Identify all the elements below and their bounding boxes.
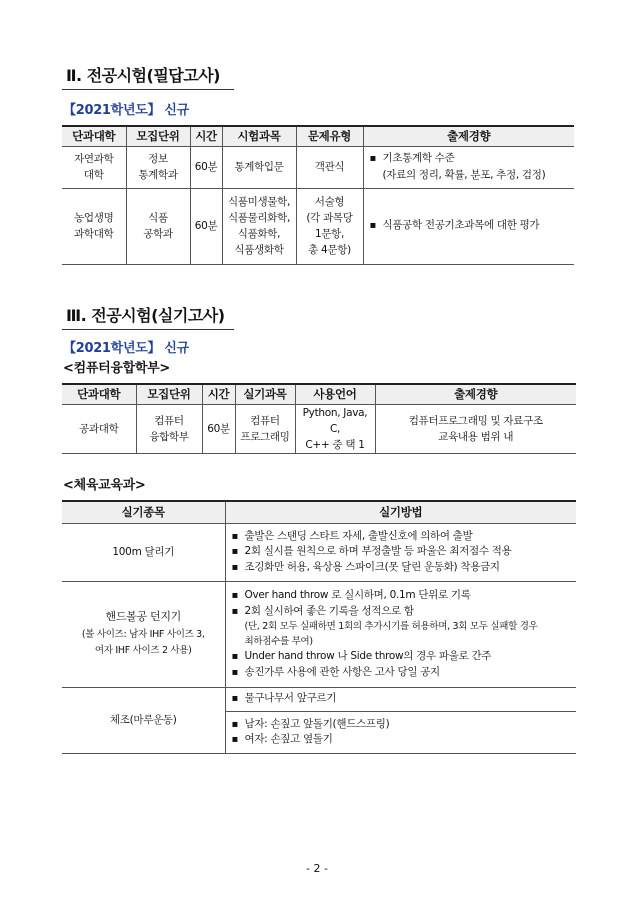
written-exam-table — [62, 125, 574, 265]
computer-header-row — [62, 384, 576, 404]
subject-cell: 컴퓨터 프로그래밍 — [235, 404, 295, 453]
list-item: ▪ 조깅화만 허용, 육상용 스파이크(못 달린 운동화) 착용금지 — [232, 560, 575, 576]
header-subject: 실기과목 — [235, 384, 295, 404]
subject-cell: 통계학입문 — [222, 146, 296, 188]
header-method: 실기방법 — [225, 501, 576, 523]
section-2-title: Ⅱ. 전공시험(필답고사) — [66, 66, 220, 85]
header-trend: 출제경향 — [375, 384, 576, 404]
table-row — [62, 188, 574, 264]
subject-cell: 식품미생물학, 식품물리화학, 식품화학, 식품생화학 — [222, 188, 296, 264]
list-item: ▪ Under hand throw 나 Side throw의 경우 파울로 간주 — [232, 649, 575, 665]
section-2-underline — [62, 89, 234, 90]
pe-header-row — [62, 501, 576, 523]
list-item: ▪ 출발은 스탠딩 스타트 자세, 출발신호에 의하여 출발 — [232, 529, 575, 545]
method-100m — [225, 523, 576, 581]
list-item: ▪ 물구나무서 앞구르기 — [232, 691, 575, 707]
list-item: ▪ 송진가루 사용에 관한 사항은 고사 당일 공지 — [232, 665, 575, 681]
section-3-year: 【2021학년도】 신규 — [63, 341, 189, 356]
unit-cell: 정보 통계학과 — [126, 146, 190, 188]
event-100m: 100m 달리기 — [62, 523, 225, 581]
handball-note: (단, 2회 모두 실패하면 1회의 추가시기를 허용하며, 3회 모두 실패할 경우 — [244, 621, 538, 632]
list-item: ▪ 2회 실시하여 좋은 기록을 성적으로 함 — [232, 604, 575, 620]
type-cell: 객관식 — [296, 146, 363, 188]
header-language: 사용언어 — [295, 384, 375, 404]
header-college: 단과대학 — [62, 384, 136, 404]
table-row — [62, 581, 576, 687]
header-college: 단과대학 — [62, 126, 126, 146]
header-trend: 출제경향 — [363, 126, 574, 146]
event-gymnastics: 체조(마루운동) — [62, 687, 225, 753]
trend-cell: ▪ 기초통계학 수준 (자료의 정리, 확률, 분포, 추정, 검정) — [363, 146, 574, 188]
language-cell: Python, Java, C, C++ 중 택 1 — [295, 404, 375, 453]
pe-subtitle: <체육교육과> — [63, 478, 146, 493]
list-item: ▪ 남자: 손짚고 앞돌기(핸드스프링) — [232, 717, 575, 733]
written-exam-header-row — [62, 126, 574, 146]
header-subject: 시험과목 — [222, 126, 296, 146]
computer-subtitle: <컴퓨터융합학부> — [63, 361, 170, 376]
method-gymnastics-2 — [225, 711, 576, 753]
page-number: - 2 - — [306, 862, 328, 875]
section-3-underline — [62, 329, 234, 330]
trend-cell: 컴퓨터프로그래밍 및 자료구조 교육내용 범위 내 — [375, 404, 576, 453]
list-item: ▪ 2회 실시를 원칙으로 하며 부정출발 등 파울은 최저점수 적용 — [232, 544, 575, 560]
table-row — [62, 523, 576, 581]
handball-note-cont: 최하점수를 부여) — [244, 636, 313, 647]
table-row — [62, 687, 576, 711]
trend-cell: ▪ 식품공학 전공기초과목에 대한 평가 — [363, 188, 574, 264]
header-event: 실기종목 — [62, 501, 225, 523]
unit-cell: 식품 공학과 — [126, 188, 190, 264]
college-cell: 공과대학 — [62, 404, 136, 453]
method-gymnastics-1 — [225, 687, 576, 711]
college-cell: 자연과학 대학 — [62, 146, 126, 188]
table-row — [62, 404, 576, 453]
pe-exam-table — [62, 500, 576, 754]
header-time: 시간 — [190, 126, 222, 146]
header-unit: 모집단위 — [126, 126, 190, 146]
time-cell: 60분 — [190, 188, 222, 264]
time-cell: 60분 — [202, 404, 235, 453]
section-3-title: Ⅲ. 전공시험(실기고사) — [66, 306, 225, 325]
list-item: ▪ 여자: 손짚고 옆돌기 — [232, 732, 575, 748]
table-row — [62, 146, 574, 188]
computer-exam-table — [62, 383, 576, 454]
event-handball: 핸드볼공 던지기 (볼 사이즈: 남자 IHF 사이즈 3, 여자 IHF 사이즈 2 사용) — [62, 581, 225, 687]
time-cell: 60분 — [190, 146, 222, 188]
list-item: ▪ Over hand throw 로 실시하며, 0.1m 단위로 기록 — [232, 588, 575, 604]
section-2-year: 【2021학년도】 신규 — [63, 103, 189, 118]
type-cell: 서술형 (각 과목당 1문항, 총 4문항) — [296, 188, 363, 264]
unit-cell: 컴퓨터 융합학부 — [136, 404, 202, 453]
header-unit: 모집단위 — [136, 384, 202, 404]
header-time: 시간 — [202, 384, 235, 404]
college-cell: 농업생명 과학대학 — [62, 188, 126, 264]
header-type: 문제유형 — [296, 126, 363, 146]
method-handball — [225, 581, 576, 687]
